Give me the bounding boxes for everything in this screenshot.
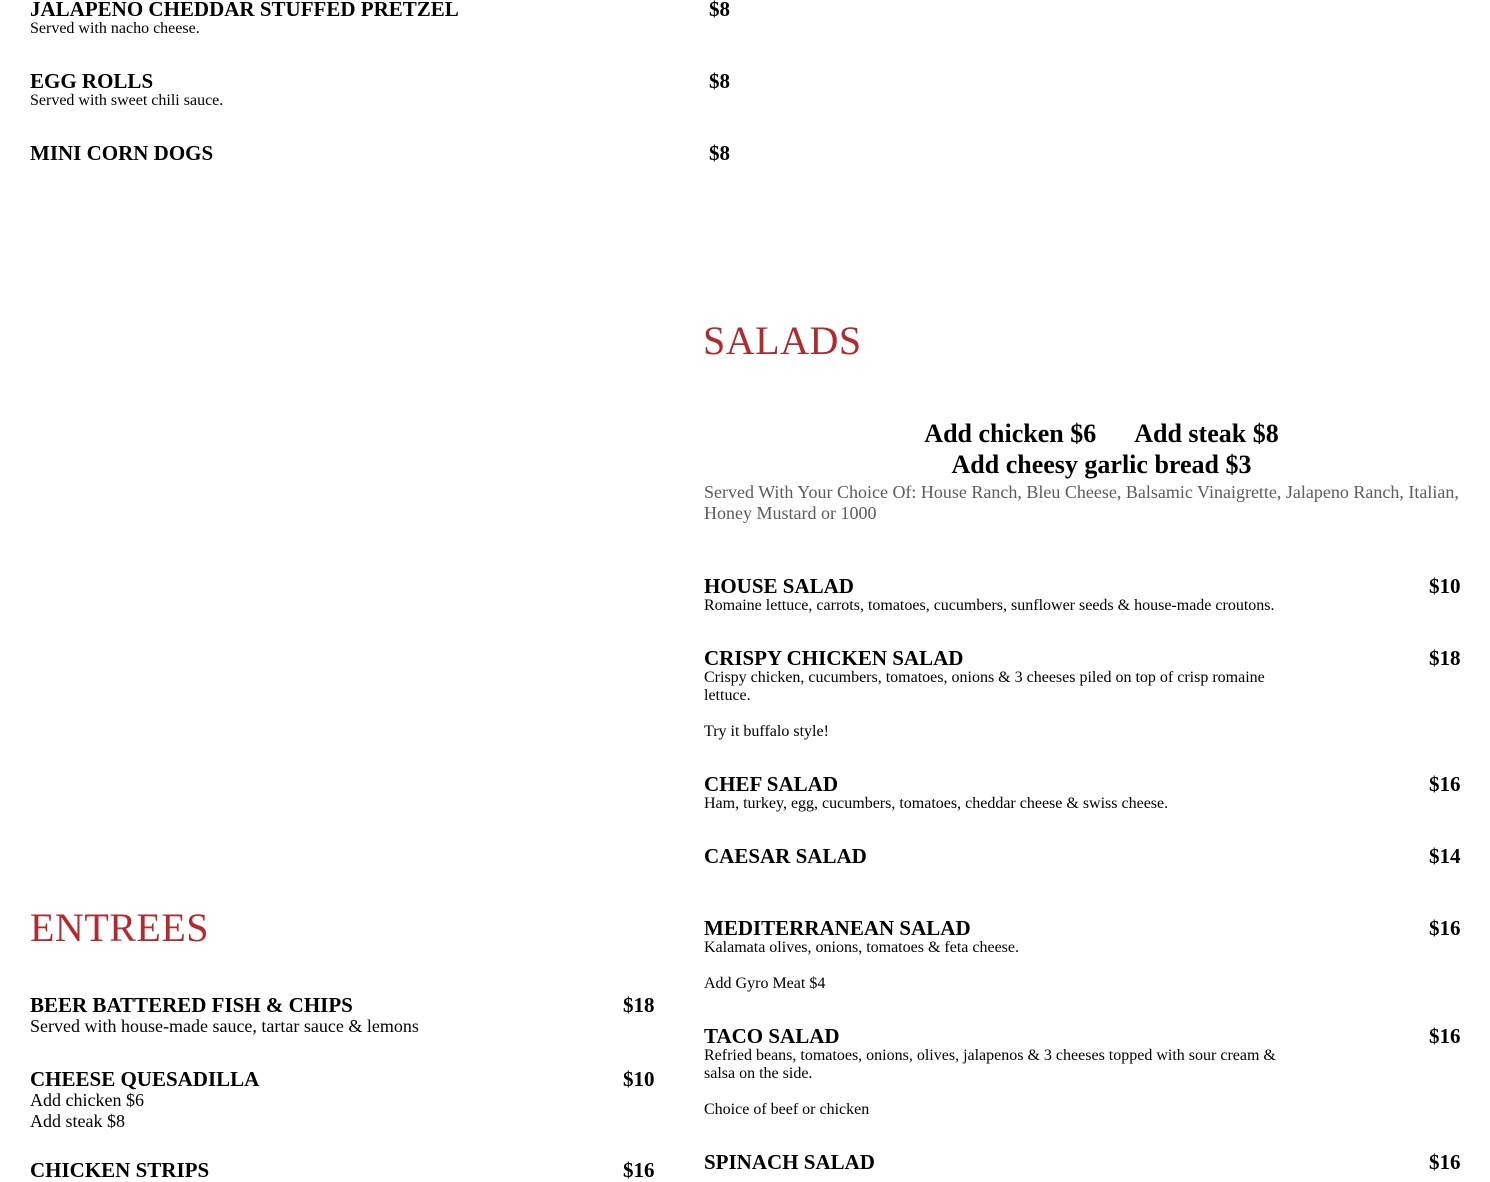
section-title-entrees: ENTREES xyxy=(30,905,210,950)
salad-price: $16 xyxy=(1429,1150,1461,1174)
salad-note: Try it buffalo style! xyxy=(704,723,829,740)
salad-price: $16 xyxy=(1429,916,1461,940)
dressing-note: Served With Your Choice Of: House Ranch, Bleu Cheese, Balsamic Vinaigrette, Jalapeno Ranch, Italian, Honey Mustard or 1000 xyxy=(704,482,1459,523)
salad-name: CRISPY CHICKEN SALAD xyxy=(704,646,964,670)
appetizer-description: Served with sweet chili sauce. xyxy=(30,92,224,109)
salad-addons xyxy=(704,418,1490,449)
salad-name: HOUSE SALAD xyxy=(704,574,854,598)
salad-note: Choice of beef or chicken xyxy=(704,1101,870,1118)
salad-description: Refried beans, tomatoes, onions, olives, jalapenos & 3 cheeses topped with sour cream & salsa on the side. xyxy=(704,1047,1276,1082)
salad-name: CHEF SALAD xyxy=(704,772,838,796)
salad-price: $14 xyxy=(1429,844,1461,868)
salad-description: Kalamata olives, onions, tomatoes & feta cheese. xyxy=(704,939,1020,956)
salad-description: Crispy chicken, cucumbers, tomatoes, onions & 3 cheeses piled on top of crisp romaine lettuce. xyxy=(704,669,1265,704)
addon-garlic-bread: Add cheesy garlic bread $3 xyxy=(951,450,1252,479)
section-title-salads: SALADS xyxy=(703,318,862,363)
entree-price: $16 xyxy=(623,1158,655,1182)
entree-price: $18 xyxy=(623,993,655,1017)
appetizer-description: Served with nacho cheese. xyxy=(30,20,200,37)
salad-name: TACO SALAD xyxy=(704,1024,840,1048)
appetizer-price: $8 xyxy=(709,69,730,93)
entree-addon: Add steak $8 xyxy=(30,1111,125,1131)
entree-price: $10 xyxy=(623,1067,655,1091)
entree-addon: Add chicken $6 xyxy=(30,1090,144,1110)
salad-note: Add Gyro Meat $4 xyxy=(704,975,826,992)
salad-description: Ham, turkey, egg, cucumbers, tomatoes, cheddar cheese & swiss cheese. xyxy=(704,795,1169,812)
appetizer-name: EGG ROLLS xyxy=(30,69,154,93)
salad-price: $16 xyxy=(1429,772,1461,796)
appetizer-price: $8 xyxy=(709,0,730,21)
addon-steak: Add steak $8 xyxy=(1134,419,1279,448)
entree-name: BEER BATTERED FISH & CHIPS xyxy=(30,993,353,1017)
appetizer-price: $8 xyxy=(709,141,730,165)
salad-price: $18 xyxy=(1429,646,1461,670)
salad-price: $10 xyxy=(1429,574,1461,598)
appetizer-name: MINI CORN DOGS xyxy=(30,141,214,165)
appetizer-name: JALAPENO CHEDDAR STUFFED PRETZEL xyxy=(30,0,459,21)
salad-name: MEDITERRANEAN SALAD xyxy=(704,916,971,940)
salad-name: SPINACH SALAD xyxy=(704,1150,875,1174)
entree-description: Served with house-made sauce, tartar sauce & lemons xyxy=(30,1016,419,1036)
entree-name: CHICKEN STRIPS xyxy=(30,1158,210,1182)
salad-description: Romaine lettuce, carrots, tomatoes, cucumbers, sunflower seeds & house-made croutons. xyxy=(704,597,1275,614)
addon-chicken: Add chicken $6 xyxy=(924,419,1097,448)
entree-name: CHEESE QUESADILLA xyxy=(30,1067,260,1091)
salad-name: CAESAR SALAD xyxy=(704,844,867,868)
salad-price: $16 xyxy=(1429,1024,1461,1048)
